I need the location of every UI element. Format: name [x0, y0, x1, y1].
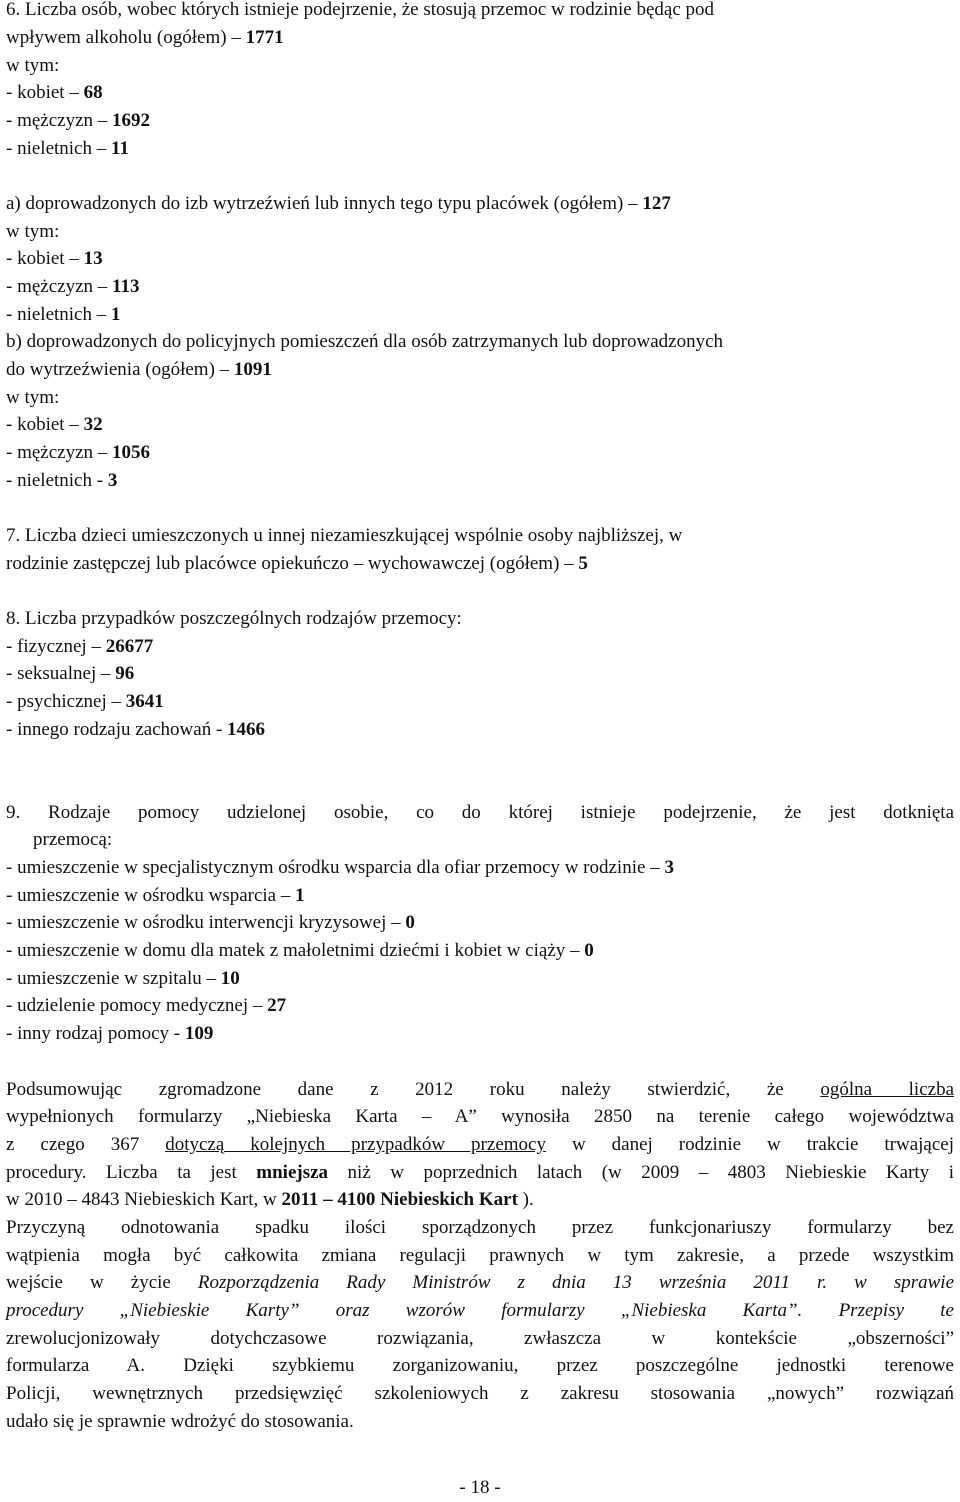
s6b-line2: do wytrzeźwienia (ogółem) – 1091 [6, 359, 272, 380]
summary-line2: wypełnionych formularzy „Niebieska Karta – A” wynosiła 2850 na terenie całego województwa [6, 1106, 954, 1127]
page-number: - 18 - [459, 1477, 501, 1498]
s6b-line1: b) doprowadzonych do policyjnych pomieszczeń dla osób zatrzymanych lub doprowadzonych [6, 331, 724, 352]
s9-item5: - umieszczenie w szpitalu – 10 [6, 968, 240, 989]
para2-line2: wątpienia mogła być całkowita zmiana regulacji prawnych w tym zakresie, a przede wszystkim [6, 1245, 954, 1266]
s6-kobiet: - kobiet – 68 [6, 82, 103, 103]
s6-heading-line2: wpływem alkoholu (ogółem) – 1771 [6, 27, 284, 48]
s6a-kobiet: - kobiet – 13 [6, 248, 103, 269]
para2-line8: udało się je sprawnie wdrożyć do stosowania. [6, 1411, 354, 1432]
para2-line1: Przyczyną odnotowania spadku ilości sporządzonych przez funkcjonariuszy formularzy bez [6, 1217, 954, 1238]
summary-line3: z czego 367 dotyczą kolejnych przypadków przemocy w danej rodzinie w trakcie trwającej [6, 1134, 955, 1155]
s8-fizycznej: - fizycznej – 26677 [6, 636, 154, 657]
s9-item7: - inny rodzaj pomocy - 109 [6, 1023, 214, 1044]
s9-item6: - udzielenie pomocy medycznej – 27 [6, 995, 287, 1016]
summary-line1: Podsumowując zgromadzone dane z 2012 roku należy stwierdzić, że ogólna liczba [6, 1079, 955, 1100]
s9-heading-line2: przemocą: [33, 829, 113, 850]
para2-line7: Policji, wewnętrznych przedsięwzięć szkoleniowych z zakresu stosowania „nowych” rozwiązań [6, 1383, 954, 1404]
s6b-wtym: w tym: [6, 387, 60, 408]
s9-heading-line1: 9. Rodzaje pomocy udzielonej osobie, co do której istnieje podejrzenie, że jest dotknięta [6, 802, 954, 823]
s8-heading: 8. Liczba przypadków poszczególnych rodzajów przemocy: [6, 608, 462, 629]
s9-item4: - umieszczenie w domu dla matek z małoletnimi dziećmi i kobiet w ciąży – 0 [6, 940, 594, 961]
s6a-nieletnich: - nieletnich – 1 [6, 304, 121, 325]
s6a-line: a) doprowadzonych do izb wytrzeźwień lub innych tego typu placówek (ogółem) – 127 [6, 193, 671, 214]
s6b-nieletnich: - nieletnich - 3 [6, 470, 118, 491]
s6-heading-line1: 6. Liczba osób, wobec których istnieje podejrzenie, że stosują przemoc w rodzinie będąc pod [6, 0, 715, 20]
s6a-wtym: w tym: [6, 221, 60, 242]
para2-line3: wejście w życie Rozporządzenia Rady Ministrów z dnia 13 września 2011 r. w sprawie [6, 1272, 954, 1293]
s7-line2: rodzinie zastępczej lub placówce opiekuńczo – wychowawczej (ogółem) – 5 [6, 553, 588, 574]
s6-wtym: w tym: [6, 55, 60, 76]
s8-psychicznej: - psychicznej – 3641 [6, 691, 164, 712]
s6b-kobiet: - kobiet – 32 [6, 414, 103, 435]
s8-seksualnej: - seksualnej – 96 [6, 663, 135, 684]
s6-nieletnich: - nieletnich – 11 [6, 138, 129, 159]
s6b-mezczyzn: - mężczyzn – 1056 [6, 442, 151, 463]
s6a-mezczyzn: - mężczyzn – 113 [6, 276, 140, 297]
s6-mezczyzn: - mężczyzn – 1692 [6, 110, 151, 131]
para2-line6: formularza A. Dzięki szybkiemu zorganizowaniu, przez poszczególne jednostki terenowe [6, 1355, 954, 1376]
para2-line4: procedury „Niebieskie Karty” oraz wzorów formularzy „Niebieska Karta”. Przepisy te [6, 1300, 954, 1321]
para2-line5: zrewolucjonizowały dotychczasowe rozwiązania, zwłaszcza w kontekście „obszerności” [6, 1328, 954, 1349]
s8-innego: - innego rodzaju zachowań - 1466 [6, 719, 266, 740]
s9-item2: - umieszczenie w ośrodku wsparcia – 1 [6, 885, 305, 906]
s9-item1: - umieszczenie w specjalistycznym ośrodku wsparcia dla ofiar przemocy w rodzinie – 3 [6, 857, 674, 878]
summary-line4: procedury. Liczba ta jest mniejsza niż w poprzednich latach (w 2009 – 4803 Niebieskie Karty i [6, 1162, 954, 1183]
s7-line1: 7. Liczba dzieci umieszczonych u innej niezamieszkującej wspólnie osoby najbliższej, w [6, 525, 683, 546]
summary-line5: w 2010 – 4843 Niebieskich Kart, w 2011 – 4100 Niebieskich Kart ). [6, 1189, 534, 1210]
s9-item3: - umieszczenie w ośrodku interwencji kryzysowej – 0 [6, 912, 415, 933]
